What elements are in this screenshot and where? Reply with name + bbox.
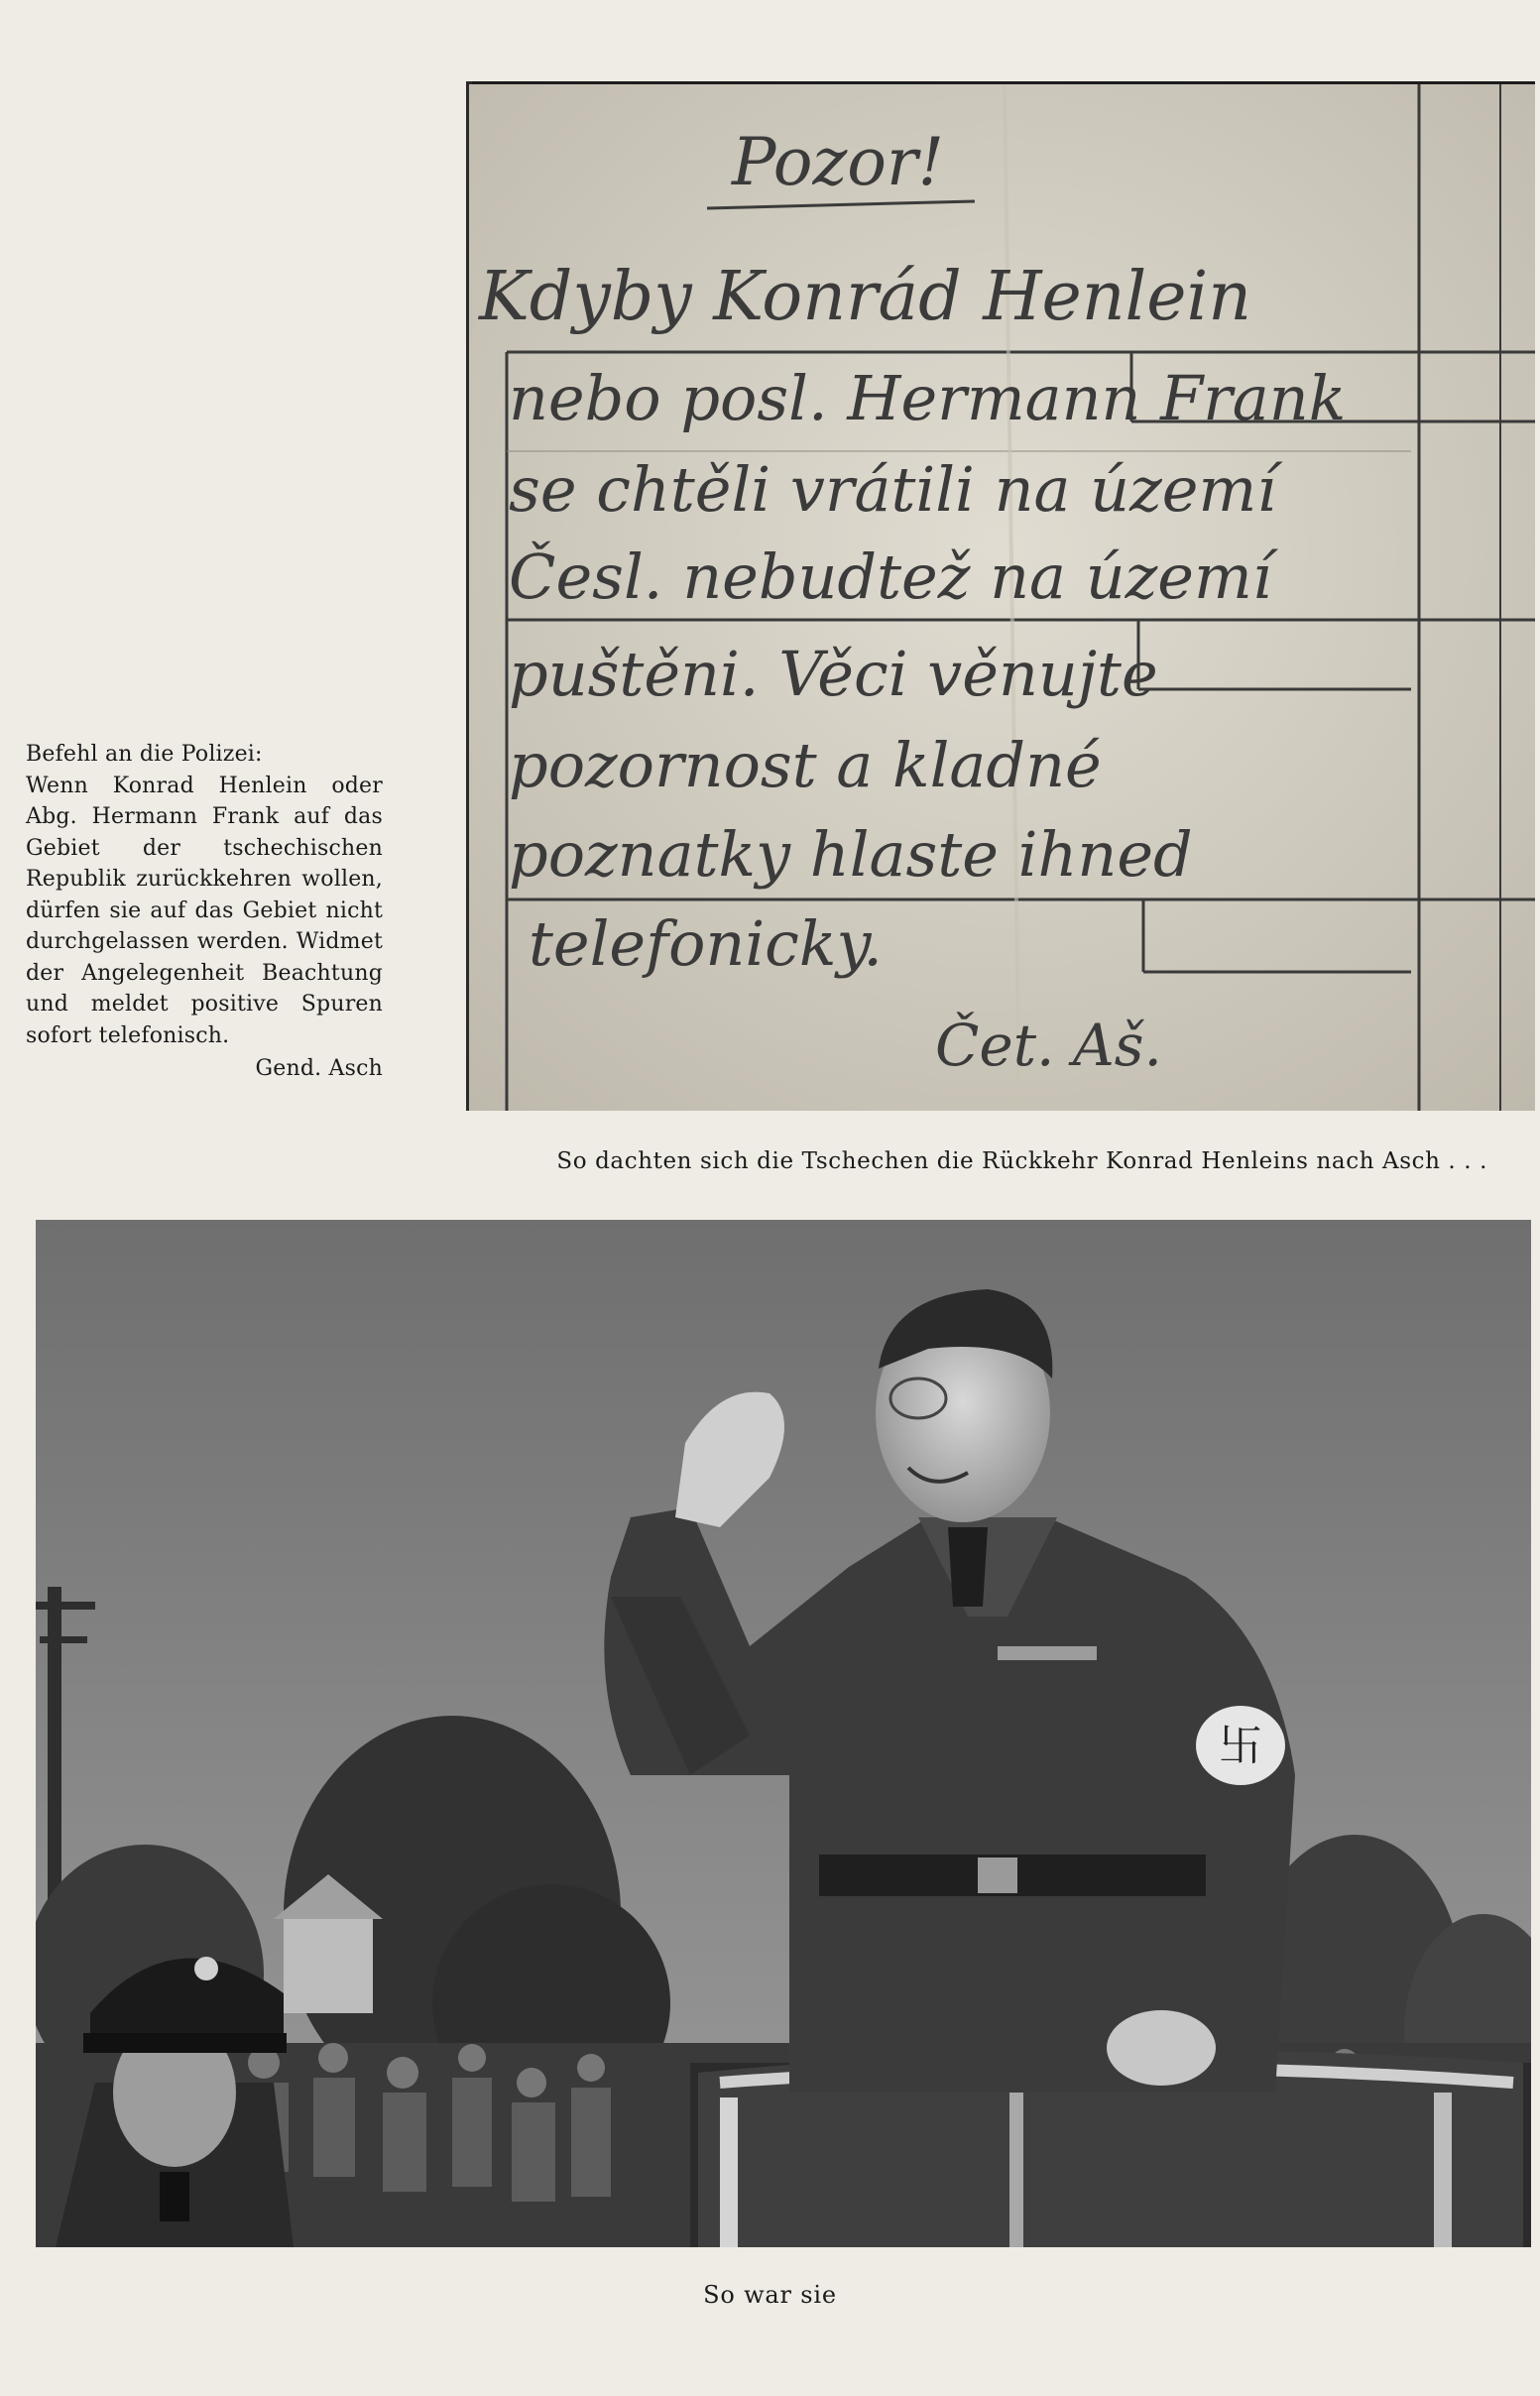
- note-line-7: poznatky hlaste ihned: [509, 818, 1193, 891]
- translation-signature: Gend. Asch: [255, 1056, 383, 1081]
- svg-text:卐: 卐: [1219, 1721, 1262, 1771]
- document-caption: So dachten sich die Tschechen die Rückkehr Konrad Henleins nach Asch . . .: [556, 1148, 1487, 1174]
- note-signature: Čet. Aš.: [935, 1012, 1162, 1079]
- translation-heading: Befehl an die Polizei:: [26, 742, 263, 767]
- main-photograph: [36, 1220, 1531, 2247]
- photo-scene: [36, 1220, 1531, 2247]
- note-line-5: puštěni. Věci věnujte: [509, 638, 1158, 710]
- translation-body: Wenn Konrad Henlein oder Abg. Hermann Frank auf das Gebiet der tschechischen Republik zurückkehren wollen, dürfen sie auf das Gebiet nicht durchgelassen werden. Widmet der Angelegenheit Beachtung und meldet positive Spuren sofort telefonisch.: [26, 773, 383, 1048]
- handwritten-document-photo: [469, 84, 1535, 1111]
- note-title: Pozor!: [732, 124, 945, 200]
- note-line-2: nebo posl. Hermann Frank: [509, 362, 1347, 434]
- note-line-8: telefonicky.: [529, 907, 883, 980]
- photo-caption: So war sie: [703, 2281, 837, 2309]
- note-line-4: Česl. nebudtež na území: [509, 540, 1272, 613]
- note-line-1: Kdyby Konrád Henlein: [479, 258, 1252, 336]
- translation-block: [26, 739, 383, 1085]
- note-line-6: pozornost a kladné: [509, 729, 1102, 801]
- note-line-3: se chtěli vrátili na území: [509, 453, 1277, 526]
